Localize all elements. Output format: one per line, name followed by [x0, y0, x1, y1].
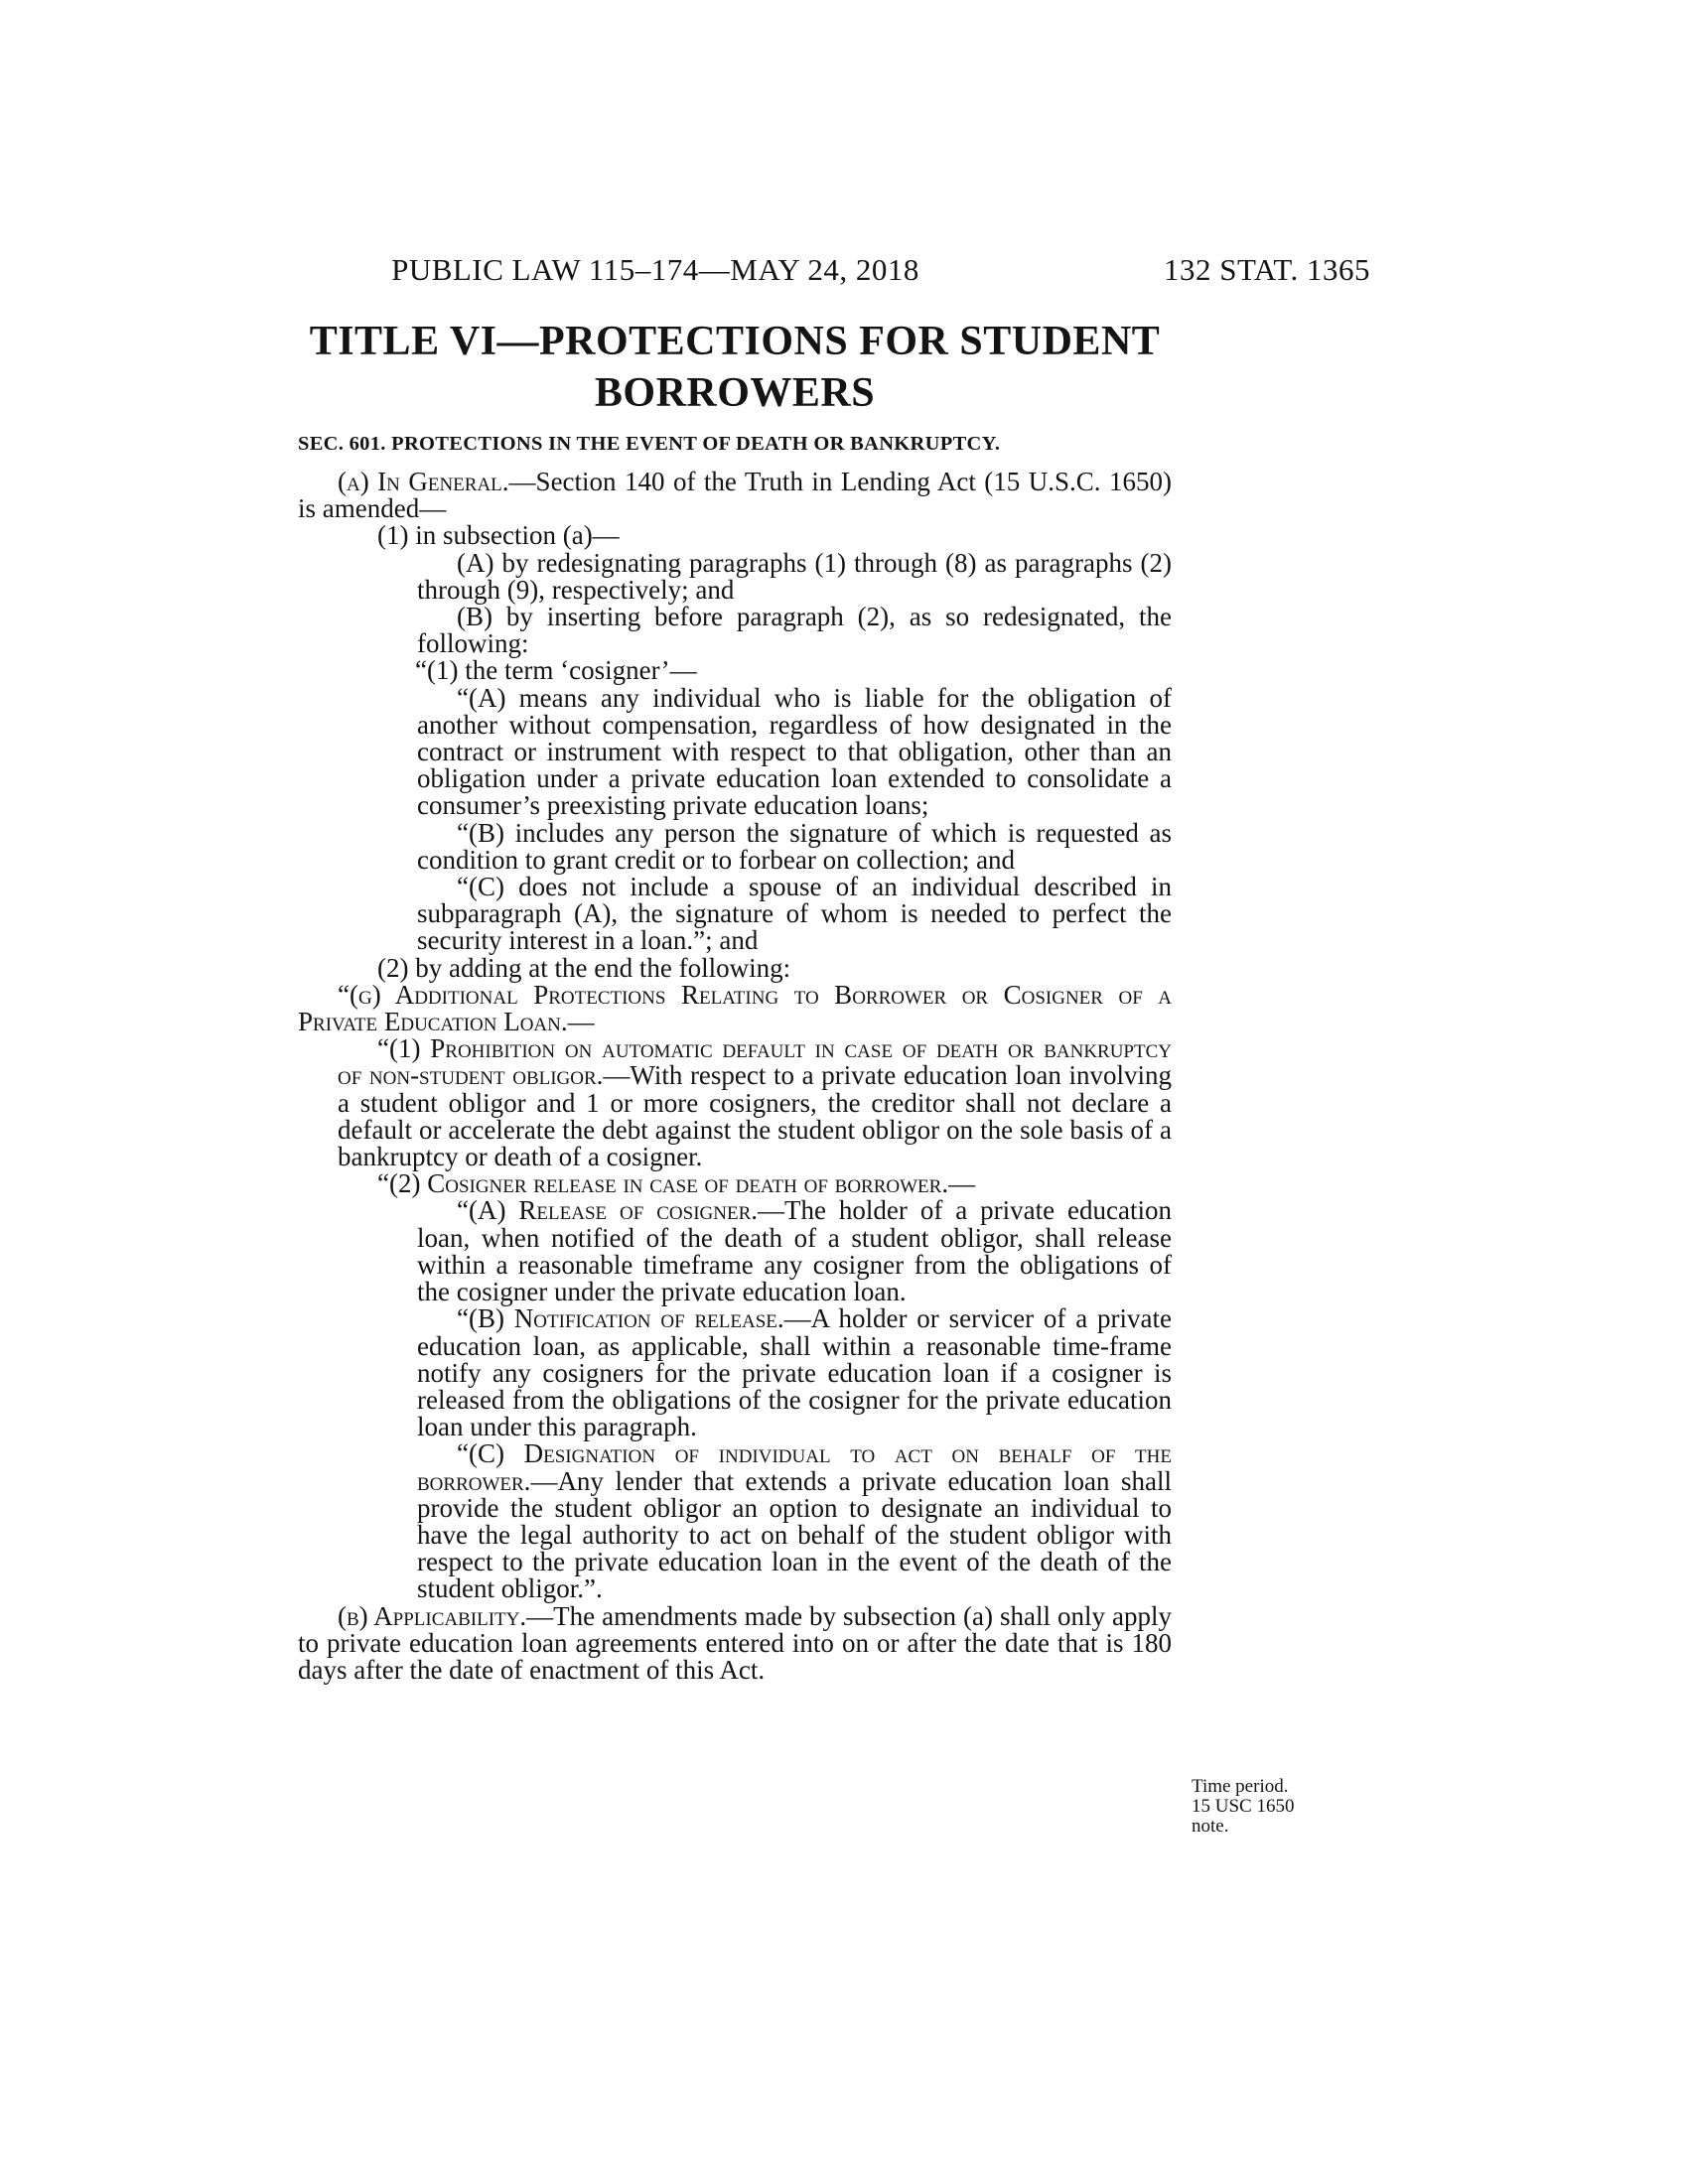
quoted-subparagraph-B: “(B) includes any person the signature of which is requested as condition to grant credit or to forbear on collection; and	[417, 817, 1172, 875]
subsection-g-heading: “(g) Additional Protections Relating to Borrower or Cosigner of a Private Education Loan.	[298, 979, 1172, 1037]
quoted-subparagraph-g2B	[298, 1305, 1172, 1440]
paragraph-g2-heading: “(2) Cosigner release in case of death of borrower.	[377, 1168, 949, 1199]
subparagraph-g2A-text: —The holder of a private education loan, when notified of the death of a student obligor, shall release within a reasonable timeframe any cosigner from the obligations of the cosigner under the private education loan.	[417, 1195, 1172, 1307]
quoted-paragraph-1: “(1) the term ‘cosigner’—	[415, 655, 697, 686]
subparagraph-g2B-heading: “(B) Notification of release.	[457, 1303, 784, 1334]
subsection-a	[298, 469, 1172, 522]
paragraph-g2-dash: —	[948, 1168, 976, 1199]
paragraph-g1-text: —With respect to a private education loan involving a student obligor and 1 or more cosigners, the creditor shall not declare a default or accelerate the debt against the student obligor on the sole basis of a bankruptcy or death of a cosigner.	[338, 1060, 1172, 1172]
subsection-b	[298, 1600, 1172, 1685]
statute-page-number: 132 STAT. 1365	[1163, 252, 1370, 287]
subparagraph-a1B: (B) by inserting before paragraph (2), as so redesignated, the following:	[417, 602, 1172, 659]
quoted-subparagraph-g2A	[298, 1197, 1172, 1305]
subsection-b-heading: (b) Applicability.	[338, 1600, 527, 1631]
running-head	[298, 252, 1370, 292]
section-body	[298, 469, 1172, 1684]
margin-note-line-1: Time period.	[1192, 1776, 1289, 1797]
subsection-a-heading: (a) In General.	[338, 467, 509, 496]
margin-note	[1192, 1777, 1294, 1837]
paragraph-a1: (1) in subsection (a)—	[377, 520, 620, 551]
subparagraph-g2C-heading: “(C) Designation of individual to act on behalf of the borrower.	[417, 1438, 1172, 1496]
quoted-subparagraph-C: “(C) does not include a spouse of an individual described in subparagraph (A), the signature of whom is needed to perfect the security interest in a loan.”; and	[417, 872, 1172, 956]
public-law-citation: PUBLIC LAW 115–174—MAY 24, 2018	[391, 252, 919, 287]
paragraph-g1-heading: “(1) Prohibition on automatic default in case of death or bankruptcy of non-student obligor.	[338, 1033, 1172, 1091]
section-heading: SEC. 601. PROTECTIONS IN THE EVENT OF DEATH OR BANKRUPTCY.	[298, 433, 1001, 455]
subparagraph-g2C-text: —Any lender that extends a private education loan shall provide the student obligor an option to designate an individual to have the legal authority to act on behalf of the student obligor with respect to the private education loan in the event of the death of the student obligor.”.	[417, 1465, 1172, 1604]
subparagraph-g2A-heading: “(A) Release of cosigner.	[457, 1195, 759, 1226]
margin-note-line-2: 15 USC 1650	[1192, 1796, 1295, 1817]
quoted-paragraph-g2	[298, 1170, 1172, 1197]
title-line-1: TITLE VI—PROTECTIONS FOR STUDENT	[309, 319, 1161, 364]
subsection-a-text: —Section 140 of the Truth in Lending Act (15 U.S.C. 1650) is amended—	[298, 467, 1172, 524]
subsection-g-dash: —	[567, 1007, 595, 1037]
quoted-paragraph-g1	[298, 1035, 1172, 1170]
paragraph-a2: (2) by adding at the end the following:	[377, 952, 791, 983]
title-heading	[298, 316, 1172, 419]
subsection-b-text: —The amendments made by subsection (a) shall only apply to private education loan agreements entered into on or after the date that is 180 days after the date of enactment of this Act.	[298, 1600, 1172, 1685]
title-line-2: BORROWERS	[594, 370, 876, 416]
margin-note-line-3: note.	[1192, 1816, 1229, 1837]
quoted-subsection-g	[298, 979, 1172, 1037]
subparagraph-g2B-text: —A holder or servicer of a private education loan, as applicable, shall within a reasonable time-frame notify any cosigners for the private education loan if a cosigner is released from the obligations of the cosigner for the private education loan under this paragraph.	[417, 1303, 1173, 1442]
subparagraph-a1A: (A) by redesignating paragraphs (1) through (8) as paragraphs (2) through (9), respectively; and	[417, 547, 1172, 605]
quoted-subparagraph-g2C	[298, 1440, 1172, 1602]
quoted-subparagraph-A: “(A) means any individual who is liable for the obligation of another without compensation, regardless of how designated in the contract or instrument with respect to that obligation, other than an obligation under a private education loan extended to consolidate a consumer’s preexisting private education loans;	[417, 682, 1172, 821]
